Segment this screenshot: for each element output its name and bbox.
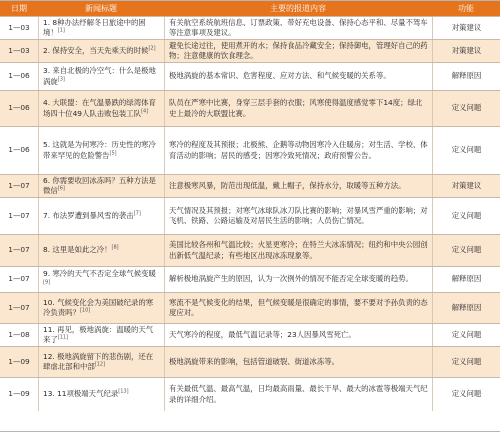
table-header bbox=[0, 1, 500, 16]
table-row bbox=[0, 174, 500, 197]
row-title-cell bbox=[38, 127, 164, 174]
header-title: 新闻标题 bbox=[85, 4, 117, 13]
row-title-wrap bbox=[43, 18, 160, 39]
row-title-wrap bbox=[43, 389, 129, 400]
row-function-label: 定义问题 bbox=[451, 329, 482, 339]
table-row bbox=[0, 377, 500, 411]
row-title: 6. 你需要收回冰冻吗？五种方法是微信 bbox=[43, 175, 156, 195]
table-row bbox=[0, 16, 500, 39]
row-function-label: 定义问题 bbox=[451, 145, 482, 155]
row-main-text: 注意极寒风暴，防范出现低温，戴上帽子，保持水分，取暖等五种方法。 bbox=[169, 180, 406, 190]
row-title-wrap bbox=[43, 98, 160, 119]
header-date: 日期 bbox=[11, 4, 27, 13]
row-function bbox=[432, 40, 500, 62]
citation-ref: [10] bbox=[79, 307, 91, 314]
row-title-cell bbox=[38, 175, 164, 197]
row-date: 1—08 bbox=[8, 329, 30, 339]
row-title-wrap bbox=[43, 66, 160, 87]
row-date: 1—06 bbox=[8, 71, 30, 81]
row-title-wrap bbox=[43, 211, 141, 222]
row-title-cell bbox=[38, 347, 164, 377]
row-main-content bbox=[164, 235, 432, 266]
row-date: 1—07 bbox=[8, 180, 30, 190]
row-title-wrap bbox=[43, 176, 160, 197]
row-title-cell bbox=[38, 63, 164, 90]
row-date: 1—06 bbox=[8, 103, 30, 113]
citation-ref: [9] bbox=[43, 279, 51, 286]
row-function bbox=[432, 347, 500, 377]
row-function bbox=[432, 91, 500, 126]
row-main-text: 避免长途过往，使用煮开的水；保持食品冷藏安全；保持御电，管理好自己的药物；注意健康的饮食理念。 bbox=[169, 40, 428, 60]
table-row bbox=[0, 90, 500, 126]
row-date: 1—03 bbox=[8, 22, 30, 32]
row-main-text: 解析极地涡旋产生的原因，认为一次例外的情况不能否定全球变暖的趋势。 bbox=[169, 274, 413, 284]
row-title-cell bbox=[38, 91, 164, 126]
row-function bbox=[432, 63, 500, 90]
row-function-label: 定义问题 bbox=[451, 389, 482, 399]
row-main-content bbox=[164, 378, 432, 411]
row-title-cell bbox=[38, 378, 164, 411]
row-main-text: 极地涡旋的基本常识、危害程度、应对方法、和气候变暖的关系等。 bbox=[169, 71, 391, 81]
row-main-content bbox=[164, 293, 432, 323]
row-main-content bbox=[164, 17, 432, 39]
row-title: 8. 这里是如此之冷！ bbox=[43, 245, 112, 255]
row-title-wrap bbox=[43, 245, 119, 256]
row-title-wrap bbox=[43, 269, 160, 290]
row-function-label: 解释原因 bbox=[451, 71, 482, 81]
table-row bbox=[0, 346, 500, 377]
citation-ref: [5] bbox=[109, 150, 117, 157]
row-title: 13. 11项极端天气纪录 bbox=[43, 389, 119, 399]
row-title: 11. 再见，极地涡旋：温暖的天气来了 bbox=[43, 324, 154, 344]
row-title: 7. 布法罗遭到暴风雪的袭击 bbox=[43, 210, 134, 220]
table-row bbox=[0, 292, 500, 323]
header-function: 功能 bbox=[458, 4, 474, 13]
citation-ref: [7] bbox=[133, 210, 141, 217]
row-title: 10. 气候变化会为美国破纪录的寒冷负责吗？ bbox=[43, 297, 154, 317]
row-main-text: 寒流不是气候变化的结果，但气候变暖是很确定的事情，要不要对予孙负责的态度应对。 bbox=[169, 297, 428, 317]
row-main-text: 有关最低气温、最高气温，日均最高雨量、最长干旱、最大的冰雹等极端天气纪录的详细介绍。 bbox=[169, 384, 428, 404]
row-title-cell bbox=[38, 235, 164, 266]
table-row bbox=[0, 266, 500, 292]
row-title-wrap bbox=[43, 140, 160, 161]
row-function bbox=[432, 293, 500, 323]
row-function bbox=[432, 235, 500, 266]
row-main-content bbox=[164, 347, 432, 377]
row-title-wrap bbox=[43, 352, 160, 373]
table-body bbox=[0, 16, 500, 411]
row-title-cell bbox=[38, 17, 164, 39]
citation-ref: [4] bbox=[141, 108, 149, 115]
table-row bbox=[0, 323, 500, 346]
row-function-label: 定义问题 bbox=[451, 356, 482, 366]
row-function-label: 解释原因 bbox=[451, 302, 482, 312]
row-date: 1—07 bbox=[8, 210, 30, 220]
row-title: 2. 保持安全，当天先乘天的时候 bbox=[43, 45, 149, 55]
row-main-content bbox=[164, 175, 432, 197]
row-main-content bbox=[164, 198, 432, 234]
row-title-cell bbox=[38, 40, 164, 62]
row-date: 1—09 bbox=[8, 389, 30, 399]
citation-ref: [2] bbox=[148, 45, 156, 52]
row-date: 1—07 bbox=[8, 274, 30, 284]
row-title-cell bbox=[38, 293, 164, 323]
row-function-label: 定义问题 bbox=[451, 210, 482, 220]
row-date: 1—06 bbox=[8, 145, 30, 155]
row-title-cell bbox=[38, 324, 164, 346]
table-row bbox=[0, 39, 500, 62]
row-main-content bbox=[164, 324, 432, 346]
row-main-text: 美国比较各州和气温比较；火星更寒冷；在特兰大冰冻情况；纽约和中央公园创出新低气温纪录；有些地区出现冰冻现象等。 bbox=[169, 240, 428, 260]
row-function-label: 对策建议 bbox=[451, 180, 482, 190]
table-row bbox=[0, 62, 500, 90]
row-main-text: 天气情况及其预报；对寒气冰球队冰刀队比赛的影响；对暴风雪严重的影响；对飞机、铁路、公路运输及对居民生活的影响；人员伤亡情况。 bbox=[169, 205, 428, 225]
row-main-text: 极地涡旋带来的影响，包括管道破裂、街道冰冻等。 bbox=[169, 356, 339, 366]
row-main-content bbox=[164, 91, 432, 126]
row-title-wrap bbox=[43, 325, 160, 346]
row-title: 5. 这就是为何寒冷：历史性的寒冷带来罕见的危险警告 bbox=[43, 140, 156, 160]
row-title: 1. 8种办法纾解冬日旅途中的困境！ bbox=[43, 17, 146, 37]
row-main-text: 天气寒冷的程度，最低气温记录等；23人因暴风雪死亡。 bbox=[169, 329, 356, 339]
citation-ref: [11] bbox=[57, 334, 69, 341]
row-function bbox=[432, 378, 500, 411]
row-function-label: 定义问题 bbox=[451, 245, 482, 255]
row-main-text: 有关航空系统航班信息、订票政策、带好充电设备、保持心态平和、尽量不驾车等注意事项及建议。 bbox=[169, 17, 428, 37]
row-date: 1—07 bbox=[8, 245, 30, 255]
row-date: 1—07 bbox=[8, 302, 30, 312]
row-main-text: 寒冷的程度及其预报；北极熊、企鹅等动物因寒冷入住暖房；对生活、学校、体育活动的影响；居民的感受；因寒冷致死情况；政府预警公告。 bbox=[169, 140, 428, 160]
row-function bbox=[432, 267, 500, 292]
row-main-content bbox=[164, 127, 432, 174]
row-title-wrap bbox=[43, 46, 156, 57]
row-function bbox=[432, 17, 500, 39]
citation-ref: [1] bbox=[57, 27, 65, 34]
row-title: 12. 极地涡旋留下的悲伤剧，还在肆虐北部和中部 bbox=[43, 351, 154, 371]
row-title-cell bbox=[38, 198, 164, 234]
table-row bbox=[0, 126, 500, 174]
row-title-cell bbox=[38, 267, 164, 292]
table-row bbox=[0, 234, 500, 266]
row-title: 3. 来自北极的冷空气：什么是极地涡旋 bbox=[43, 66, 156, 86]
row-title-wrap bbox=[43, 298, 160, 319]
row-function bbox=[432, 324, 500, 346]
citation-ref: [13] bbox=[118, 388, 129, 395]
row-date: 1—03 bbox=[8, 45, 30, 55]
citation-ref: [3] bbox=[57, 76, 65, 83]
row-function bbox=[432, 127, 500, 174]
row-main-content bbox=[164, 267, 432, 292]
row-function-label: 对策建议 bbox=[451, 45, 482, 55]
row-title: 4. 大联盟：在气温暴跌的绿湾体育场四十位49人队击败包装工队 bbox=[43, 98, 156, 118]
row-function-label: 解释原因 bbox=[451, 274, 482, 284]
citation-ref: [12] bbox=[94, 361, 106, 368]
row-function bbox=[432, 198, 500, 234]
table-row bbox=[0, 197, 500, 234]
row-main-content bbox=[164, 63, 432, 90]
row-function bbox=[432, 175, 500, 197]
row-main-text: 队员在严寒中比赛，身穿三层手套的衣服；风寒使得温度感觉零下14度；绿北史上最冷的大联盟比赛。 bbox=[169, 98, 423, 118]
citation-ref: [6] bbox=[57, 185, 65, 192]
row-function-label: 定义问题 bbox=[451, 103, 482, 113]
row-title: 9. 寒冷的天气不否定全球气候变暖 bbox=[43, 269, 156, 278]
row-function-label: 对策建议 bbox=[451, 22, 482, 32]
citation-ref: [8] bbox=[111, 244, 119, 251]
row-main-content bbox=[164, 40, 432, 62]
header-main-content: 主要的报道内容 bbox=[270, 4, 326, 13]
row-date: 1—09 bbox=[8, 356, 30, 366]
